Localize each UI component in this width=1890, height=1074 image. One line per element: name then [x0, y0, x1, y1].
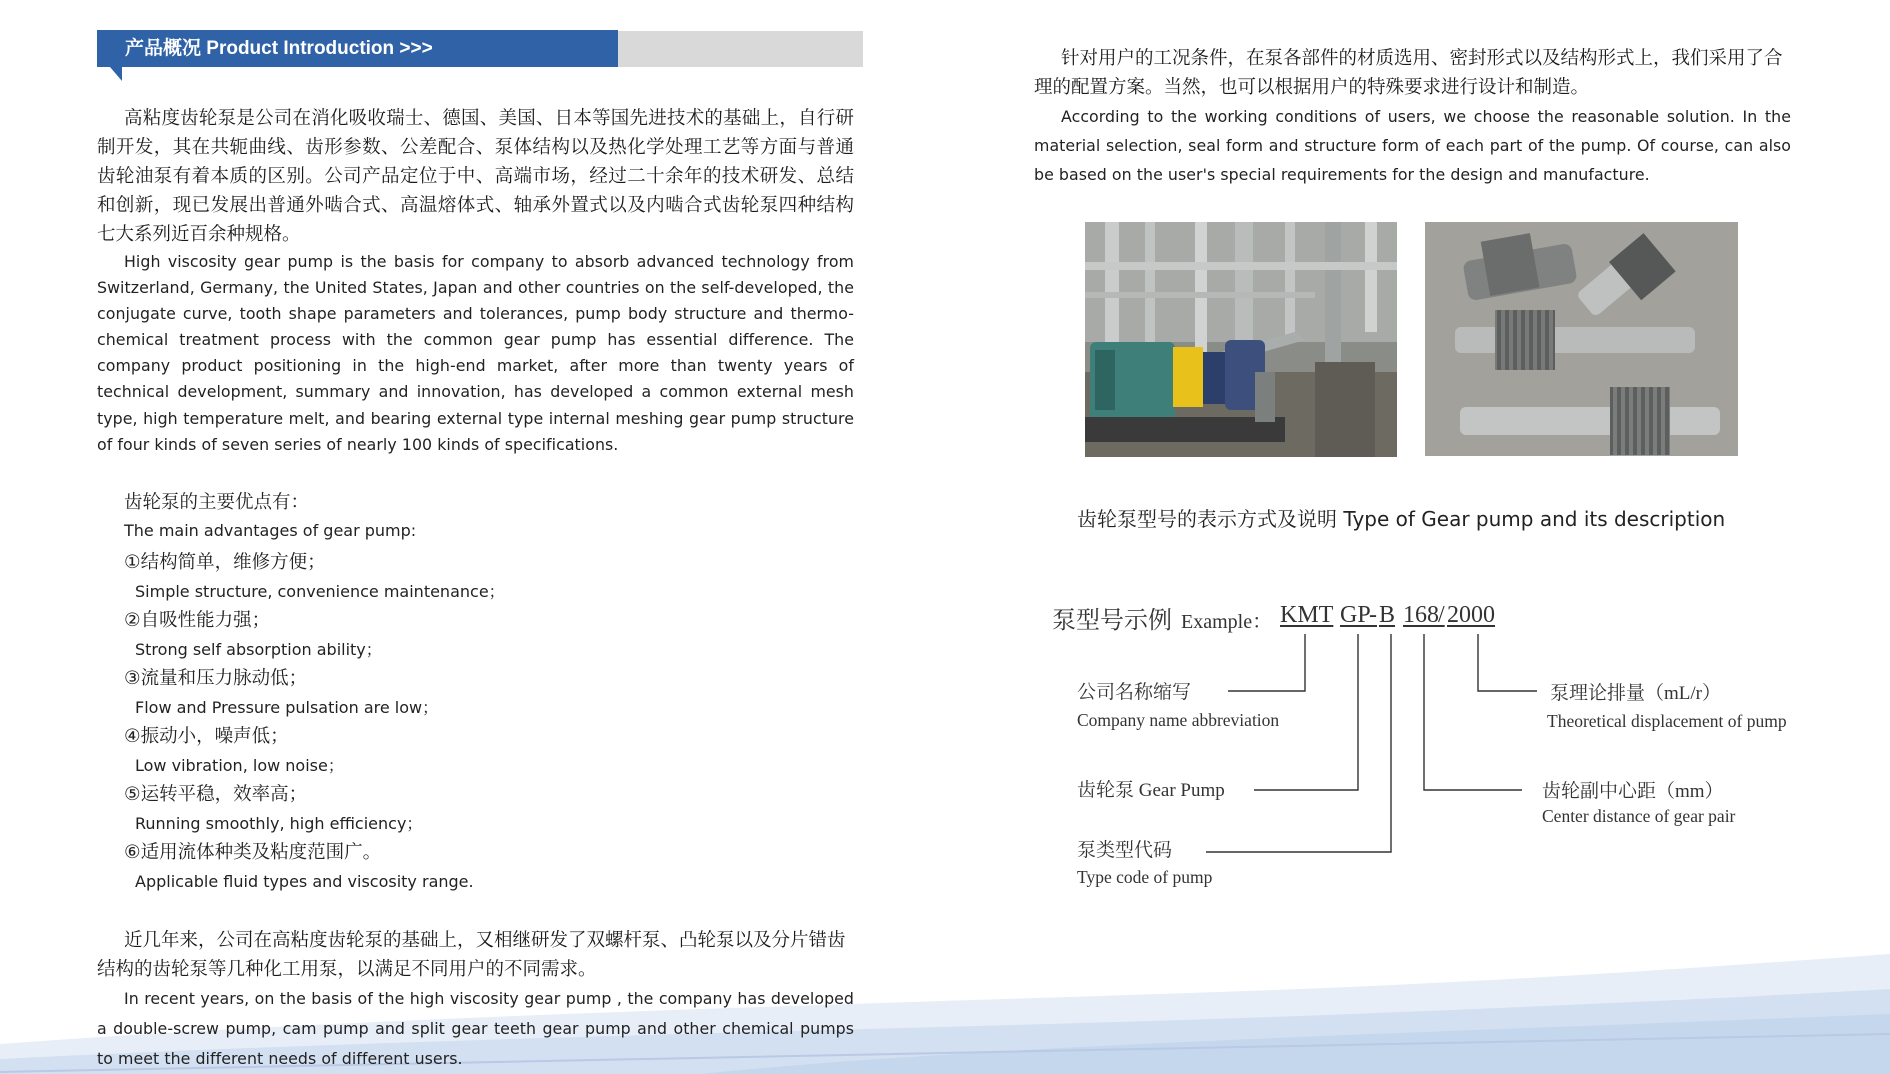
intro-paragraph-en: High viscosity gear pump is the basis for company to absorb advanced technology from Switzerland, Germany, the United States, Japan and other countries on the self-developed, the conjugate curve, tooth shape parameters and tolerances, pump body structure and thermo-chemical treatment process with the common gear pump has essential difference. The company product positioning in the high-end market, after more than twenty years of technical development, summary and innovation, has developed a common external mesh type, high temperature melt, and bearing external type internal meshing gear pump structure of four kinds of seven series of nearly 100 kinds of specifications. — [97, 252, 854, 454]
code-slash: / — [1438, 602, 1445, 628]
recent-paragraph-zh: 近几年来，公司在高粘度齿轮泵的基础上，又相继研发了双螺杆泵、凸轮泵以及分片错齿结构的齿轮泵等几种化工用泵，以满足不同用户的不同需求。 — [97, 930, 846, 980]
code-company: KMT — [1280, 602, 1334, 628]
code-gear-pump: GP — [1340, 602, 1371, 628]
example-label-zh: 泵型号示例 — [1052, 608, 1172, 634]
label-displacement-zh: 泵理论排量（mL/r） — [1550, 683, 1721, 704]
label-gear-pump: 齿轮泵 Gear Pump — [1077, 780, 1225, 801]
advantage-item-en: Running smoothly, high efficiency； — [135, 814, 423, 833]
type-description-title: 齿轮泵型号的表示方式及说明 Type of Gear pump and its description — [1077, 507, 1726, 531]
label-company-zh: 公司名称缩写 — [1077, 682, 1192, 703]
advantage-item-zh: ④振动小，噪声低； — [124, 726, 289, 747]
label-type-code-zh: 泵类型代码 — [1077, 840, 1173, 861]
label-center-distance-en: Center distance of gear pair — [1542, 806, 1736, 826]
intro-paragraph-zh: 高粘度齿轮泵是公司在消化吸收瑞士、德国、美国、日本等国先进技术的基础上，自行研制开发，其在共轭曲线、齿形参数、公差配合、泵体结构以及热化学处理工艺等方面与普通齿轮油泵有着本质的区别。公司产品定位于中、高端市场，经过二十余年的技术研发、总结和创新，现已发展出普通外啮合式、高温熔体式、轴承外置式以及内啮合式齿轮泵四种结构七大系列近百余种规格。 — [97, 108, 854, 245]
advantage-item-en: Low vibration, low noise； — [135, 756, 344, 775]
advantages-title-zh: 齿轮泵的主要优点有： — [124, 492, 310, 513]
code-dash: - — [1369, 602, 1377, 628]
code-center-distance: 168 — [1403, 602, 1439, 628]
recent-paragraph-en: In recent years, on the basis of the high viscosity gear pump , the company has developed a double-screw pump, cam pump and split gear teeth gear pump and other chemical pumps to meet the different needs of different users. — [97, 989, 854, 1068]
advantage-item-en: Simple structure, convenience maintenance； — [135, 582, 505, 601]
config-paragraph-en: According to the working conditions of users, we choose the reasonable solution. In the material selection, seal form and structure form of each part of the pump. Of course, can also be based on the user's special requirements for the design and manufacture. — [1034, 107, 1791, 184]
section-title: 产品概况 Product Introduction >>> — [97, 30, 618, 67]
code-type: B — [1379, 602, 1396, 628]
advantage-item-zh: ⑥适用流体种类及粘度范围广。 — [124, 842, 382, 863]
advantage-item-en: Applicable fluid types and viscosity range. — [135, 872, 474, 891]
code-displacement: 2000 — [1447, 602, 1495, 628]
advantage-item-zh: ②自吸性能力强； — [124, 610, 271, 631]
advantage-item-zh: ⑤运转平稳，效率高； — [124, 784, 308, 805]
label-type-code-en: Type code of pump — [1077, 867, 1213, 887]
label-displacement-en: Theoretical displacement of pump — [1547, 711, 1787, 731]
advantage-item-zh: ③流量和压力脉动低； — [124, 668, 308, 689]
advantage-item-zh: ①结构简单，维修方便； — [124, 552, 326, 573]
label-center-distance-zh: 齿轮副中心距（mm） — [1542, 781, 1724, 802]
advantage-item-en: Flow and Pressure pulsation are low； — [135, 698, 439, 717]
config-paragraph-zh: 针对用户的工况条件，在泵各部件的材质选用、密封形式以及结构形式上，我们采用了合理的配置方案。当然，也可以根据用户的特殊要求进行设计和制造。 — [1034, 48, 1783, 98]
label-company-en: Company name abbreviation — [1077, 710, 1280, 730]
example-label-en: Example： — [1181, 611, 1273, 633]
advantage-item-en: Strong self absorption ability； — [135, 640, 382, 659]
advantages-title-en: The main advantages of gear pump: — [124, 521, 417, 540]
